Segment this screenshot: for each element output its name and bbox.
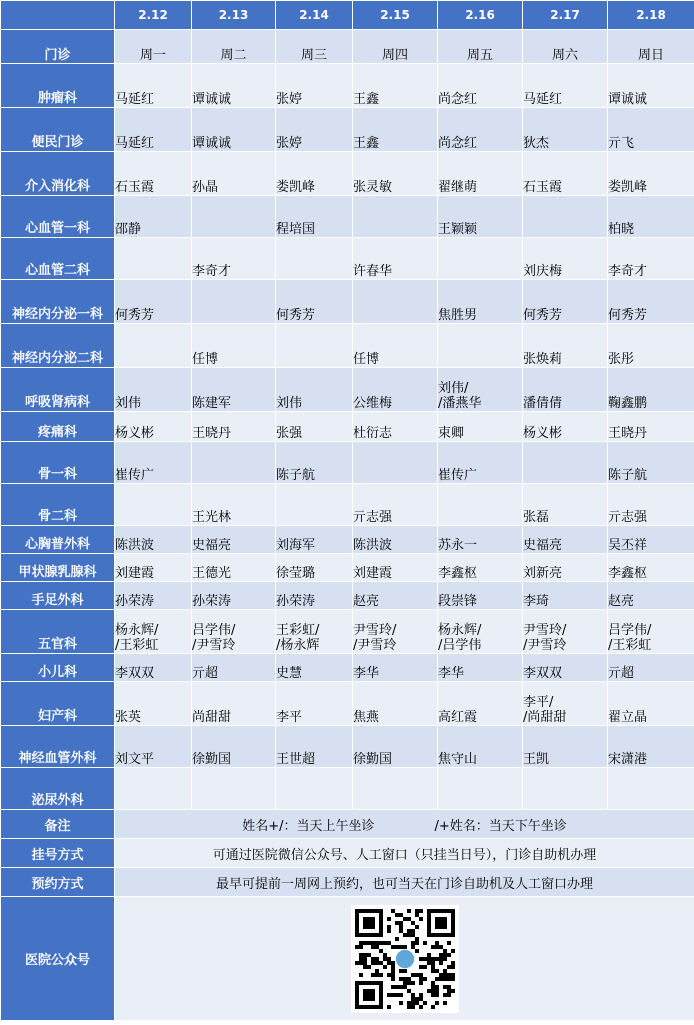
department-row [1, 64, 694, 108]
remark-pm-text: /+姓名：当天下午坐诊 [434, 818, 567, 834]
doctor-cell: 石玉霞 [523, 152, 608, 196]
department-name: 骨一科 [1, 442, 115, 484]
doctor-cell: 王颖颖 [438, 196, 523, 238]
doctor-cell: 王彩虹/ /杨永辉 [276, 610, 353, 654]
department-name: 泌尿外科 [1, 768, 115, 810]
doctor-cell: 马延红 [523, 64, 608, 108]
doctor-cell: 刘建霞 [115, 554, 192, 582]
department-name: 神经血管外科 [1, 726, 115, 768]
department-row [1, 238, 694, 280]
department-row [1, 554, 694, 582]
doctor-cell: 张焕莉 [523, 324, 608, 368]
doctor-cell: 尹雪玲/ /尹雪玲 [353, 610, 438, 654]
doctor-cell [608, 768, 694, 810]
date-cell: 2.13 [192, 1, 276, 30]
department-row [1, 412, 694, 442]
doctor-cell [192, 196, 276, 238]
doctor-cell [192, 280, 276, 324]
doctor-cell: 刘伟/ /潘燕华 [438, 368, 523, 412]
weekday-cell: 周二 [192, 30, 276, 64]
department-row [1, 324, 694, 368]
doctor-cell: 刘庆梅 [523, 238, 608, 280]
doctor-cell: 谭诚诚 [192, 64, 276, 108]
doctor-cell: 尚念红 [438, 108, 523, 152]
doctor-cell: 柏晓 [608, 196, 694, 238]
doctor-cell [523, 768, 608, 810]
doctor-cell: 刘新亮 [523, 554, 608, 582]
department-name: 神经内分泌一科 [1, 280, 115, 324]
weekday-cell: 周六 [523, 30, 608, 64]
doctor-cell: 李平/ /尚甜甜 [523, 682, 608, 726]
date-cell: 2.17 [523, 1, 608, 30]
department-name: 肿瘤科 [1, 64, 115, 108]
doctor-cell [115, 484, 192, 526]
doctor-cell [438, 484, 523, 526]
doctor-cell: 陈子航 [276, 442, 353, 484]
department-row [1, 726, 694, 768]
doctor-cell: 李琦 [523, 582, 608, 610]
doctor-cell: 亓超 [192, 654, 276, 682]
date-row [1, 1, 694, 30]
doctor-cell: 吕学伟/ /王彩虹 [608, 610, 694, 654]
weekday-cell: 周三 [276, 30, 353, 64]
doctor-cell: 任博 [353, 324, 438, 368]
department-name: 甲状腺乳腺科 [1, 554, 115, 582]
doctor-cell: 程培国 [276, 196, 353, 238]
doctor-cell: 亓飞 [608, 108, 694, 152]
notes-label: 医院公众号 [1, 897, 115, 1021]
doctor-cell: 公维梅 [353, 368, 438, 412]
clinic-label: 门诊 [1, 30, 115, 64]
department-row [1, 442, 694, 484]
doctor-cell: 史福亮 [192, 526, 276, 554]
doctor-cell: 鞠鑫鹏 [608, 368, 694, 412]
doctor-cell: 宋潇港 [608, 726, 694, 768]
doctor-cell: 何秀芳 [608, 280, 694, 324]
date-cell: 2.16 [438, 1, 523, 30]
doctor-cell [353, 442, 438, 484]
date-cell: 2.18 [608, 1, 694, 30]
department-name: 疼痛科 [1, 412, 115, 442]
doctor-cell: 张彤 [608, 324, 694, 368]
doctor-cell: 杨永辉/ /吕学伟 [438, 610, 523, 654]
department-row [1, 582, 694, 610]
doctor-cell: 焦燕 [353, 682, 438, 726]
doctor-cell: 任博 [192, 324, 276, 368]
doctor-cell: 李奇才 [608, 238, 694, 280]
department-name: 心血管二科 [1, 238, 115, 280]
corner-cell [1, 1, 115, 30]
doctor-cell: 高红霞 [438, 682, 523, 726]
department-row [1, 108, 694, 152]
doctor-cell [276, 484, 353, 526]
doctor-cell: 崔传广 [115, 442, 192, 484]
doctor-cell: 刘建霞 [353, 554, 438, 582]
doctor-cell: 崔传广 [438, 442, 523, 484]
notes-label: 预约方式 [1, 868, 115, 897]
doctor-cell: 谭诚诚 [608, 64, 694, 108]
doctor-cell: 娄凯峰 [276, 152, 353, 196]
doctor-cell: 尹雪玲/ /尹雪玲 [523, 610, 608, 654]
doctor-cell: 杨义彬 [523, 412, 608, 442]
department-name: 手足外科 [1, 582, 115, 610]
doctor-cell [276, 324, 353, 368]
notes-row [1, 810, 694, 839]
doctor-cell: 翟立晶 [608, 682, 694, 726]
doctor-cell: 何秀芳 [523, 280, 608, 324]
doctor-cell: 张强 [276, 412, 353, 442]
doctor-cell: 马延红 [115, 64, 192, 108]
department-name: 心胸普外科 [1, 526, 115, 554]
doctor-cell [523, 196, 608, 238]
doctor-cell: 张英 [115, 682, 192, 726]
doctor-cell: 杨永辉/ /王彩虹 [115, 610, 192, 654]
doctor-cell: 刘海军 [276, 526, 353, 554]
weekday-cell: 周五 [438, 30, 523, 64]
doctor-cell [438, 324, 523, 368]
doctor-cell: 陈子航 [608, 442, 694, 484]
date-cell: 2.14 [276, 1, 353, 30]
doctor-cell: 刘伟 [276, 368, 353, 412]
department-name: 神经内分泌二科 [1, 324, 115, 368]
weekday-row [1, 30, 694, 64]
doctor-cell: 徐勤国 [353, 726, 438, 768]
notes-row [1, 839, 694, 868]
doctor-cell: 张婷 [276, 64, 353, 108]
department-name: 妇产科 [1, 682, 115, 726]
doctor-cell [353, 768, 438, 810]
doctor-cell: 王光林 [192, 484, 276, 526]
doctor-cell: 马延红 [115, 108, 192, 152]
doctor-cell: 段崇锋 [438, 582, 523, 610]
department-row [1, 682, 694, 726]
doctor-cell: 史福亮 [523, 526, 608, 554]
department-name: 小儿科 [1, 654, 115, 682]
department-row [1, 654, 694, 682]
doctor-cell: 陈洪波 [115, 526, 192, 554]
qr-code-graphic [355, 909, 455, 1009]
doctor-cell: 李鑫枢 [438, 554, 523, 582]
doctor-cell [276, 238, 353, 280]
qr-cell [115, 897, 694, 1021]
department-row [1, 368, 694, 412]
department-name: 心血管一科 [1, 196, 115, 238]
doctor-cell: 孙荣涛 [115, 582, 192, 610]
doctor-cell [115, 768, 192, 810]
doctor-cell: 刘伟 [115, 368, 192, 412]
doctor-cell: 李双双 [523, 654, 608, 682]
doctor-cell: 束卿 [438, 412, 523, 442]
doctor-cell: 尚甜甜 [192, 682, 276, 726]
notes-row [1, 897, 694, 1021]
department-row [1, 768, 694, 810]
doctor-cell [353, 196, 438, 238]
doctor-cell: 王世超 [276, 726, 353, 768]
weekday-cell: 周一 [115, 30, 192, 64]
doctor-cell: 李华 [438, 654, 523, 682]
doctor-cell [192, 442, 276, 484]
doctor-cell: 杨义彬 [115, 412, 192, 442]
doctor-cell: 李鑫枢 [608, 554, 694, 582]
department-row [1, 196, 694, 238]
doctor-cell: 亓志强 [608, 484, 694, 526]
doctor-cell: 吴丕祥 [608, 526, 694, 554]
doctor-cell: 史慧 [276, 654, 353, 682]
doctor-cell [115, 238, 192, 280]
doctor-cell: 何秀芳 [115, 280, 192, 324]
doctor-cell: 李平 [276, 682, 353, 726]
department-row [1, 484, 694, 526]
notes-row [1, 868, 694, 897]
remark-cell [115, 810, 694, 839]
doctor-cell: 苏永一 [438, 526, 523, 554]
doctor-cell: 孙荣涛 [192, 582, 276, 610]
department-row [1, 152, 694, 196]
doctor-cell: 李双双 [115, 654, 192, 682]
appointment-text: 最早可提前一周网上预约，也可当天在门诊自助机及人工窗口办理 [115, 868, 694, 897]
doctor-cell: 王鑫 [353, 64, 438, 108]
notes-label: 挂号方式 [1, 839, 115, 868]
doctor-cell [276, 768, 353, 810]
doctor-cell: 亓超 [608, 654, 694, 682]
doctor-cell: 焦守山 [438, 726, 523, 768]
department-name: 骨二科 [1, 484, 115, 526]
doctor-cell: 杜衍志 [353, 412, 438, 442]
doctor-cell: 孙荣涛 [276, 582, 353, 610]
doctor-cell: 赵亮 [608, 582, 694, 610]
doctor-cell: 石玉霞 [115, 152, 192, 196]
doctor-cell [115, 324, 192, 368]
doctor-cell: 王晓丹 [192, 412, 276, 442]
doctor-cell: 吕学伟/ /尹雪玲 [192, 610, 276, 654]
department-row [1, 280, 694, 324]
remark-am-text: 姓名+/：当天上午坐诊 [242, 818, 375, 834]
department-name: 介入消化科 [1, 152, 115, 196]
doctor-cell: 张婷 [276, 108, 353, 152]
date-cell: 2.12 [115, 1, 192, 30]
doctor-cell: 邵静 [115, 196, 192, 238]
department-row [1, 526, 694, 554]
department-name: 五官科 [1, 610, 115, 654]
doctor-cell: 徐莹璐 [276, 554, 353, 582]
doctor-cell: 赵亮 [353, 582, 438, 610]
department-row [1, 610, 694, 654]
register-text: 可通过医院微信公众号、人工窗口（只挂当日号），门诊自助机办理 [115, 839, 694, 868]
doctor-cell [192, 768, 276, 810]
doctor-cell: 王凯 [523, 726, 608, 768]
doctor-cell [353, 280, 438, 324]
doctor-cell: 潘倩倩 [523, 368, 608, 412]
doctor-cell: 李华 [353, 654, 438, 682]
doctor-cell: 许春华 [353, 238, 438, 280]
qr-code-icon[interactable] [351, 905, 459, 1013]
doctor-cell: 张灵敏 [353, 152, 438, 196]
doctor-cell: 娄凯峰 [608, 152, 694, 196]
weekday-cell: 周四 [353, 30, 438, 64]
doctor-cell [523, 442, 608, 484]
doctor-cell: 翟继萌 [438, 152, 523, 196]
doctor-cell: 李奇才 [192, 238, 276, 280]
doctor-cell [438, 768, 523, 810]
doctor-cell: 王德光 [192, 554, 276, 582]
doctor-cell: 焦胜男 [438, 280, 523, 324]
doctor-cell: 何秀芳 [276, 280, 353, 324]
weekday-cell: 周日 [608, 30, 694, 64]
doctor-cell: 尚念红 [438, 64, 523, 108]
notes-label: 备注 [1, 810, 115, 839]
doctor-cell: 刘文平 [115, 726, 192, 768]
doctor-cell: 张磊 [523, 484, 608, 526]
doctor-cell: 陈洪波 [353, 526, 438, 554]
doctor-cell: 陈建军 [192, 368, 276, 412]
doctor-cell: 王晓丹 [608, 412, 694, 442]
doctor-cell: 亓志强 [353, 484, 438, 526]
doctor-cell: 孙晶 [192, 152, 276, 196]
department-name: 呼吸肾病科 [1, 368, 115, 412]
doctor-cell: 谭诚诚 [192, 108, 276, 152]
doctor-cell: 徐勤国 [192, 726, 276, 768]
doctor-cell [438, 238, 523, 280]
doctor-cell: 王鑫 [353, 108, 438, 152]
date-cell: 2.15 [353, 1, 438, 30]
doctor-cell: 狄杰 [523, 108, 608, 152]
department-name: 便民门诊 [1, 108, 115, 152]
